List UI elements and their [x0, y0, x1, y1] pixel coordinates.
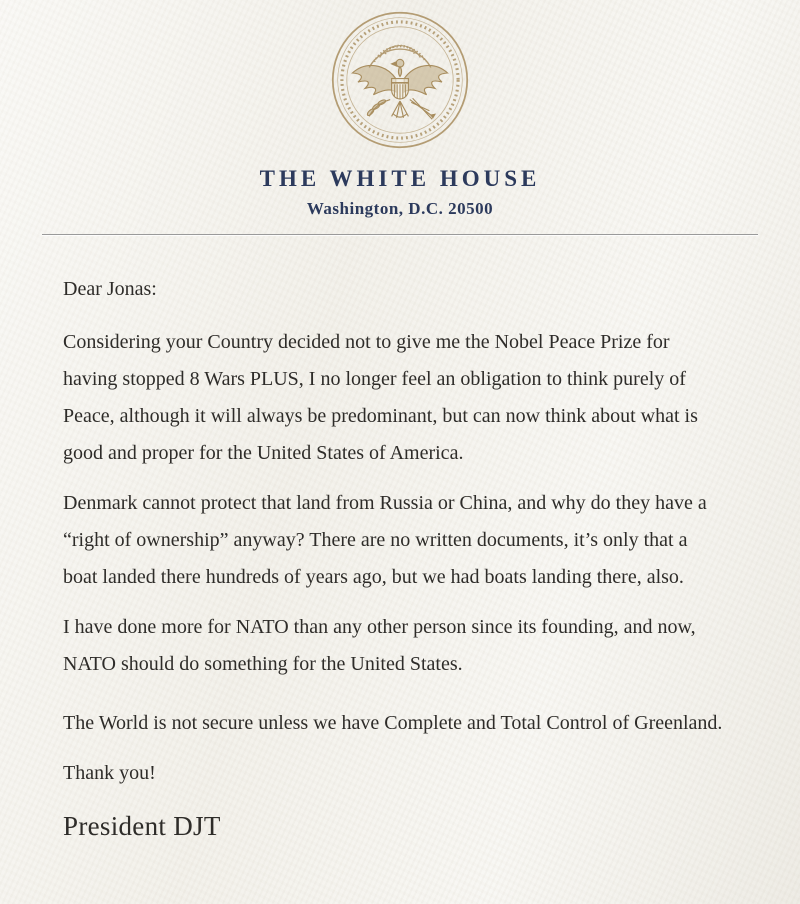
presidential-seal-icon [330, 10, 470, 150]
signature: President DJT [63, 811, 221, 841]
paragraph-3: I have done more for NATO than any other person since its founding, and now, NATO should do something for the United States. [63, 616, 696, 675]
greeting: Dear Jonas: [63, 278, 157, 300]
paragraph-2: Denmark cannot protect that land from Russia or China, and why do they have a “right of ownership” anyway? There are no written documents, it’s only that a boat landed there hundreds of years ago, but we had boats landing there, also. [63, 492, 707, 588]
letterhead-title: THE WHITE HOUSE [259, 166, 541, 191]
paragraph-1: Considering your Country decided not to give me the Nobel Peace Prize for having stopped 8 Wars PLUS, I no longer feel an obligation to think purely of Peace, although it will always be predominant, but can now think about what is good and proper for the United States of America. [63, 331, 698, 464]
closing: Thank you! [63, 762, 156, 784]
letter-body [0, 235, 725, 846]
letterhead-address: Washington, D.C. 20500 [306, 199, 494, 218]
paragraph-4: The World is not secure unless we have Complete and Total Control of Greenland. [63, 712, 723, 734]
seal-container [0, 10, 800, 152]
letterhead [0, 0, 800, 219]
